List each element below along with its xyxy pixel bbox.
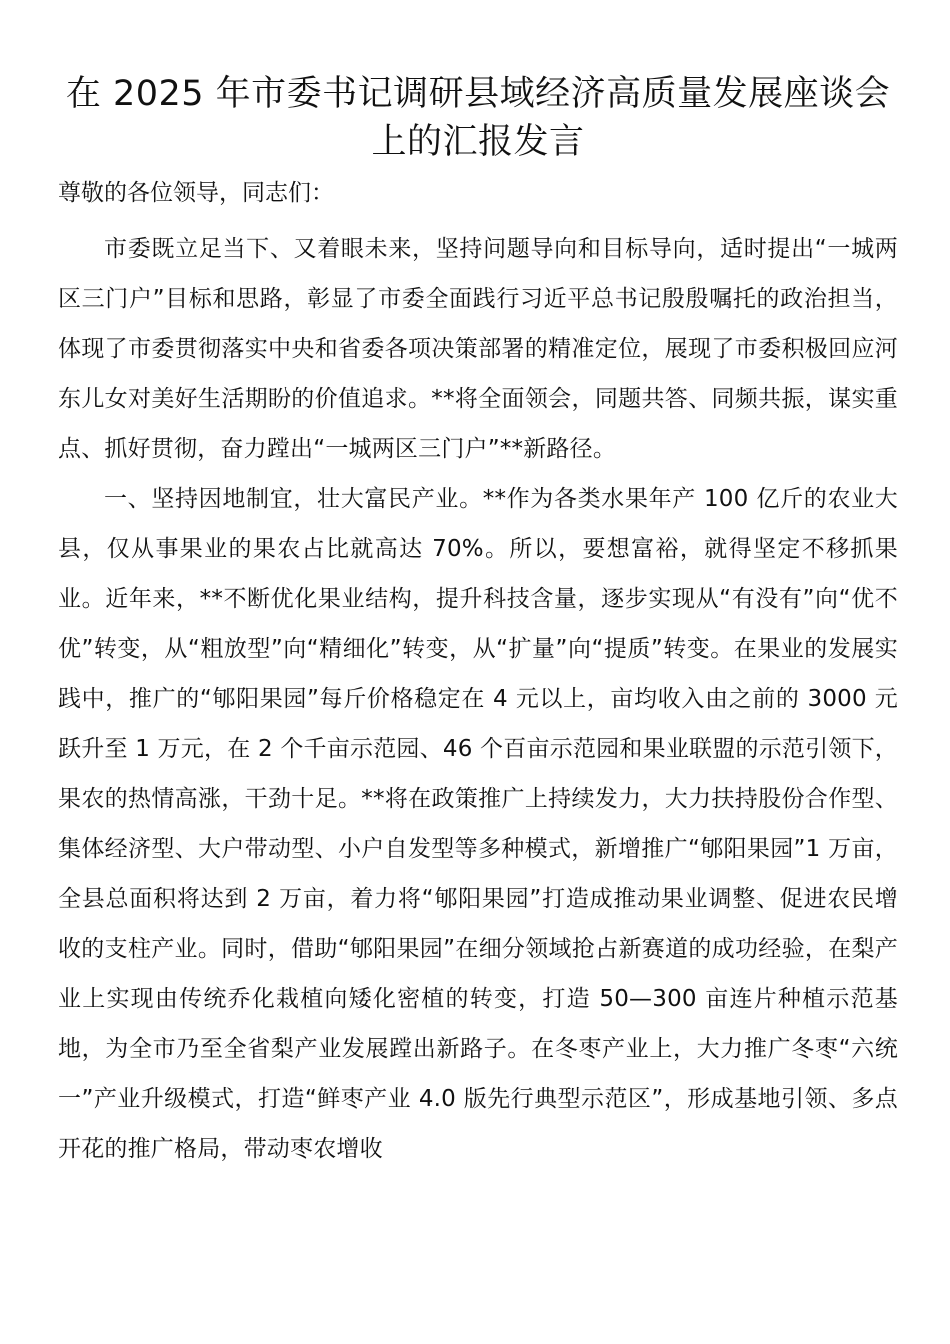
document-page xyxy=(58,70,898,1174)
body-paragraph-1: 市委既立足当下、又着眼未来，坚持问题导向和目标导向，适时提出“一城两区三门户”目标和思路，彰显了市委全面践行习近平总书记殷殷嘱托的政治担当，体现了市委贯彻落实中央和省委各项决策部署的精准定位，展现了市委积极回应河东儿女对美好生活期盼的价值追求。**将全面领会，同题共答、同频共振，谋实重点、抓好贯彻，奋力蹚出“一城两区三门户”**新路径。 xyxy=(58,236,898,462)
body-paragraph-2: 一、坚持因地制宜，壮大富民产业。**作为各类水果年产 100 亿斤的农业大县，仅从事果业的果农占比就高达 70%。所以，要想富裕，就得坚定不移抓果业。近年来，**不断优化果业结构，提升科技含量，逐步实现从“有没有”向“优不优”转变，从“粗放型”向“精细化”转变，从“扩量”向“提质”转变。在果业的发展实践中，推广的“郇阳果园”每斤价格稳定在 4 元以上，亩均收入由之前的 3000 元跃升至 1 万元，在 2 个千亩示范园、46 个百亩示范园和果业联盟的示范引领下，果农的热情高涨，干劲十足。**将在政策推广上持续发力，大力扶持股份合作型、集体经济型、大户带动型、小户自发型等多种模式，新增推广“郇阳果园”1 万亩，全县总面积将达到 2 万亩，着力将“郇阳果园”打造成推动果业调整、促进农民增收的支柱产业。同时，借助“郇阳果园”在细分领域抢占新赛道的成功经验，在梨产业上实现由传统乔化栽植向矮化密植的转变，打造 50—300 亩连片种植示范基地，为全市乃至全省梨产业发展蹚出新路子。在冬枣产业上，大力推广冬枣“六统一”产业升级模式，打造“鲜枣产业 4.0 版先行典型示范区”，形成基地引领、多点开花的推广格局，带动枣农增收 xyxy=(58,486,898,1162)
salutation: 尊敬的各位领导，同志们： xyxy=(58,180,334,206)
document-title: 在 2025 年市委书记调研县域经济高质量发展座谈会上的汇报发言 xyxy=(65,74,891,162)
